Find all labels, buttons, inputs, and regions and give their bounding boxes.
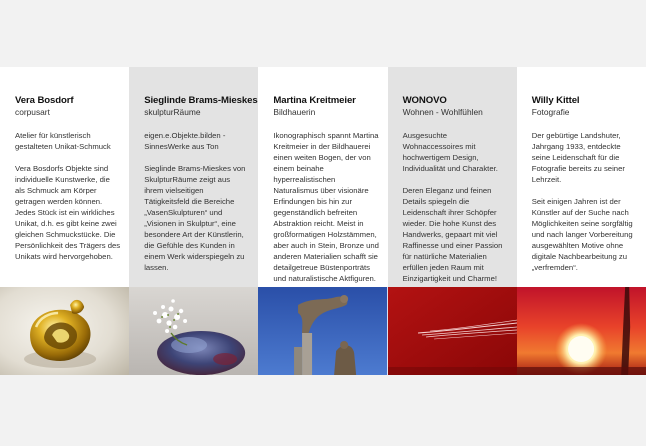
artist-text — [403, 95, 509, 284]
gold-jewelry-picture — [0, 287, 129, 375]
gold-jewelry-image — [0, 287, 129, 375]
artist-text — [15, 95, 121, 262]
artist-description — [273, 130, 379, 284]
artist-card-vera-bosdorf — [0, 67, 129, 375]
description-paragraph: Der gebürtige Landshuter, Jahrgang 1933, entdeckte seine Leidenschaft für die Fotografie bereits zu seiner Lehrzeit. — [531, 131, 625, 184]
ceramic-vase-image — [129, 287, 258, 375]
artist-description — [144, 130, 250, 273]
description-paragraph: Vera Bosdorfs Objekte sind individuelle Kunstwerke, die als Schmuck am Körper getragen werden können. Jedes Stück ist ein wirkliches Unikat, d.h. es gibt keine zwei gleichen Schmuckstücke. Die Persönlichkeit des Trägers des Unikats wird hervorgehoben. — [15, 164, 121, 261]
sunset-picture — [517, 287, 646, 375]
description-paragraph: Ikonographisch spannt Martina Kreitmeier in der Bildhauerei einen weiten Bogen, der von einem beinahe hyperrealistischen Naturalismus über visionäre Erfindungen bis hin zur gegenständlich befreiten Abstraktion reicht. Meist in großformatigen Holzstämmen, aber auch in Stein, Bronze und anderen Materialien schafft sie detailgetreue Büstenporträts und naturalistische Aktfiguren. — [273, 131, 379, 283]
artist-name: Martina Kreitmeier — [273, 95, 356, 106]
artist-name: Willy Kittel — [531, 95, 580, 106]
description-paragraph: Atelier für künstlerisch gestalteten Unikat-Schmuck — [15, 131, 111, 151]
description-paragraph: Deren Eleganz und feinen Details spiegeln die Leidenschaft ihrer Schöpfer wieder. Die hohe Kunst des Handwerks, gepaart mit viel Raffinesse und einer Passion für natürliche Materialien erfüllen jeden Raum mit Einzigartigkeit und Charme! — [402, 186, 503, 283]
description-paragraph: Ausgesuchte Wohnaccessoires mit hochwertigem Design, Individualität und Charakter. — [402, 131, 498, 173]
artist-name: Vera Bosdorf — [15, 95, 74, 106]
artist-subtitle: Bildhauerin — [273, 107, 316, 117]
artist-card-sieglinde-brams-mieskes — [129, 67, 258, 375]
artist-text — [532, 95, 638, 273]
bronze-sculpture-picture — [258, 287, 387, 375]
artist-description — [403, 130, 509, 284]
description-paragraph: eigen.e.Objekte.bilden - SinnesWerke aus Ton — [144, 131, 226, 151]
artist-card-martina-kreitmeier — [258, 67, 387, 375]
red-abstract-picture — [388, 287, 517, 375]
red-abstract-image — [388, 287, 517, 375]
artist-description — [15, 130, 121, 262]
artist-columns — [0, 67, 646, 375]
artist-card-wonovo — [388, 67, 517, 375]
artist-description — [532, 130, 638, 273]
description-paragraph: Seit einigen Jahren ist der Künstler auf der Suche nach Möglichkeiten seine sorgfältig und nach langer Vorbereitung ausgewählten Motive ohne digitale Nachbearbeitung zu „verfremden“. — [531, 197, 633, 272]
description-paragraph: Sieglinde Brams-Mieskes von SkulpturRäume zeigt aus ihrem vielseitigen Tätigkeitsfeld die Bereiche „VasenSkulpturen“ und „Visionen in Skulptur“, eine besondere Art der Künstlerin, die Gefühle des Kunden in einem Werk widerspiegeln zu lassen. — [144, 164, 246, 272]
artist-text — [144, 95, 258, 273]
sunset-image — [517, 287, 646, 375]
artist-name: Sieglinde Brams-Mieskes — [144, 95, 258, 106]
ceramic-vase-picture — [129, 287, 258, 375]
bronze-sculpture-image — [258, 287, 387, 375]
artist-card-willy-kittel — [517, 67, 646, 375]
artist-subtitle: skulpturRäume — [144, 107, 201, 117]
artist-name: WONOVO — [402, 95, 447, 106]
artist-text — [273, 95, 379, 284]
artist-subtitle: Fotografie — [531, 107, 570, 117]
artist-subtitle: corpusart — [15, 107, 50, 117]
artist-subtitle: Wohnen - Wohlfühlen — [402, 107, 483, 117]
